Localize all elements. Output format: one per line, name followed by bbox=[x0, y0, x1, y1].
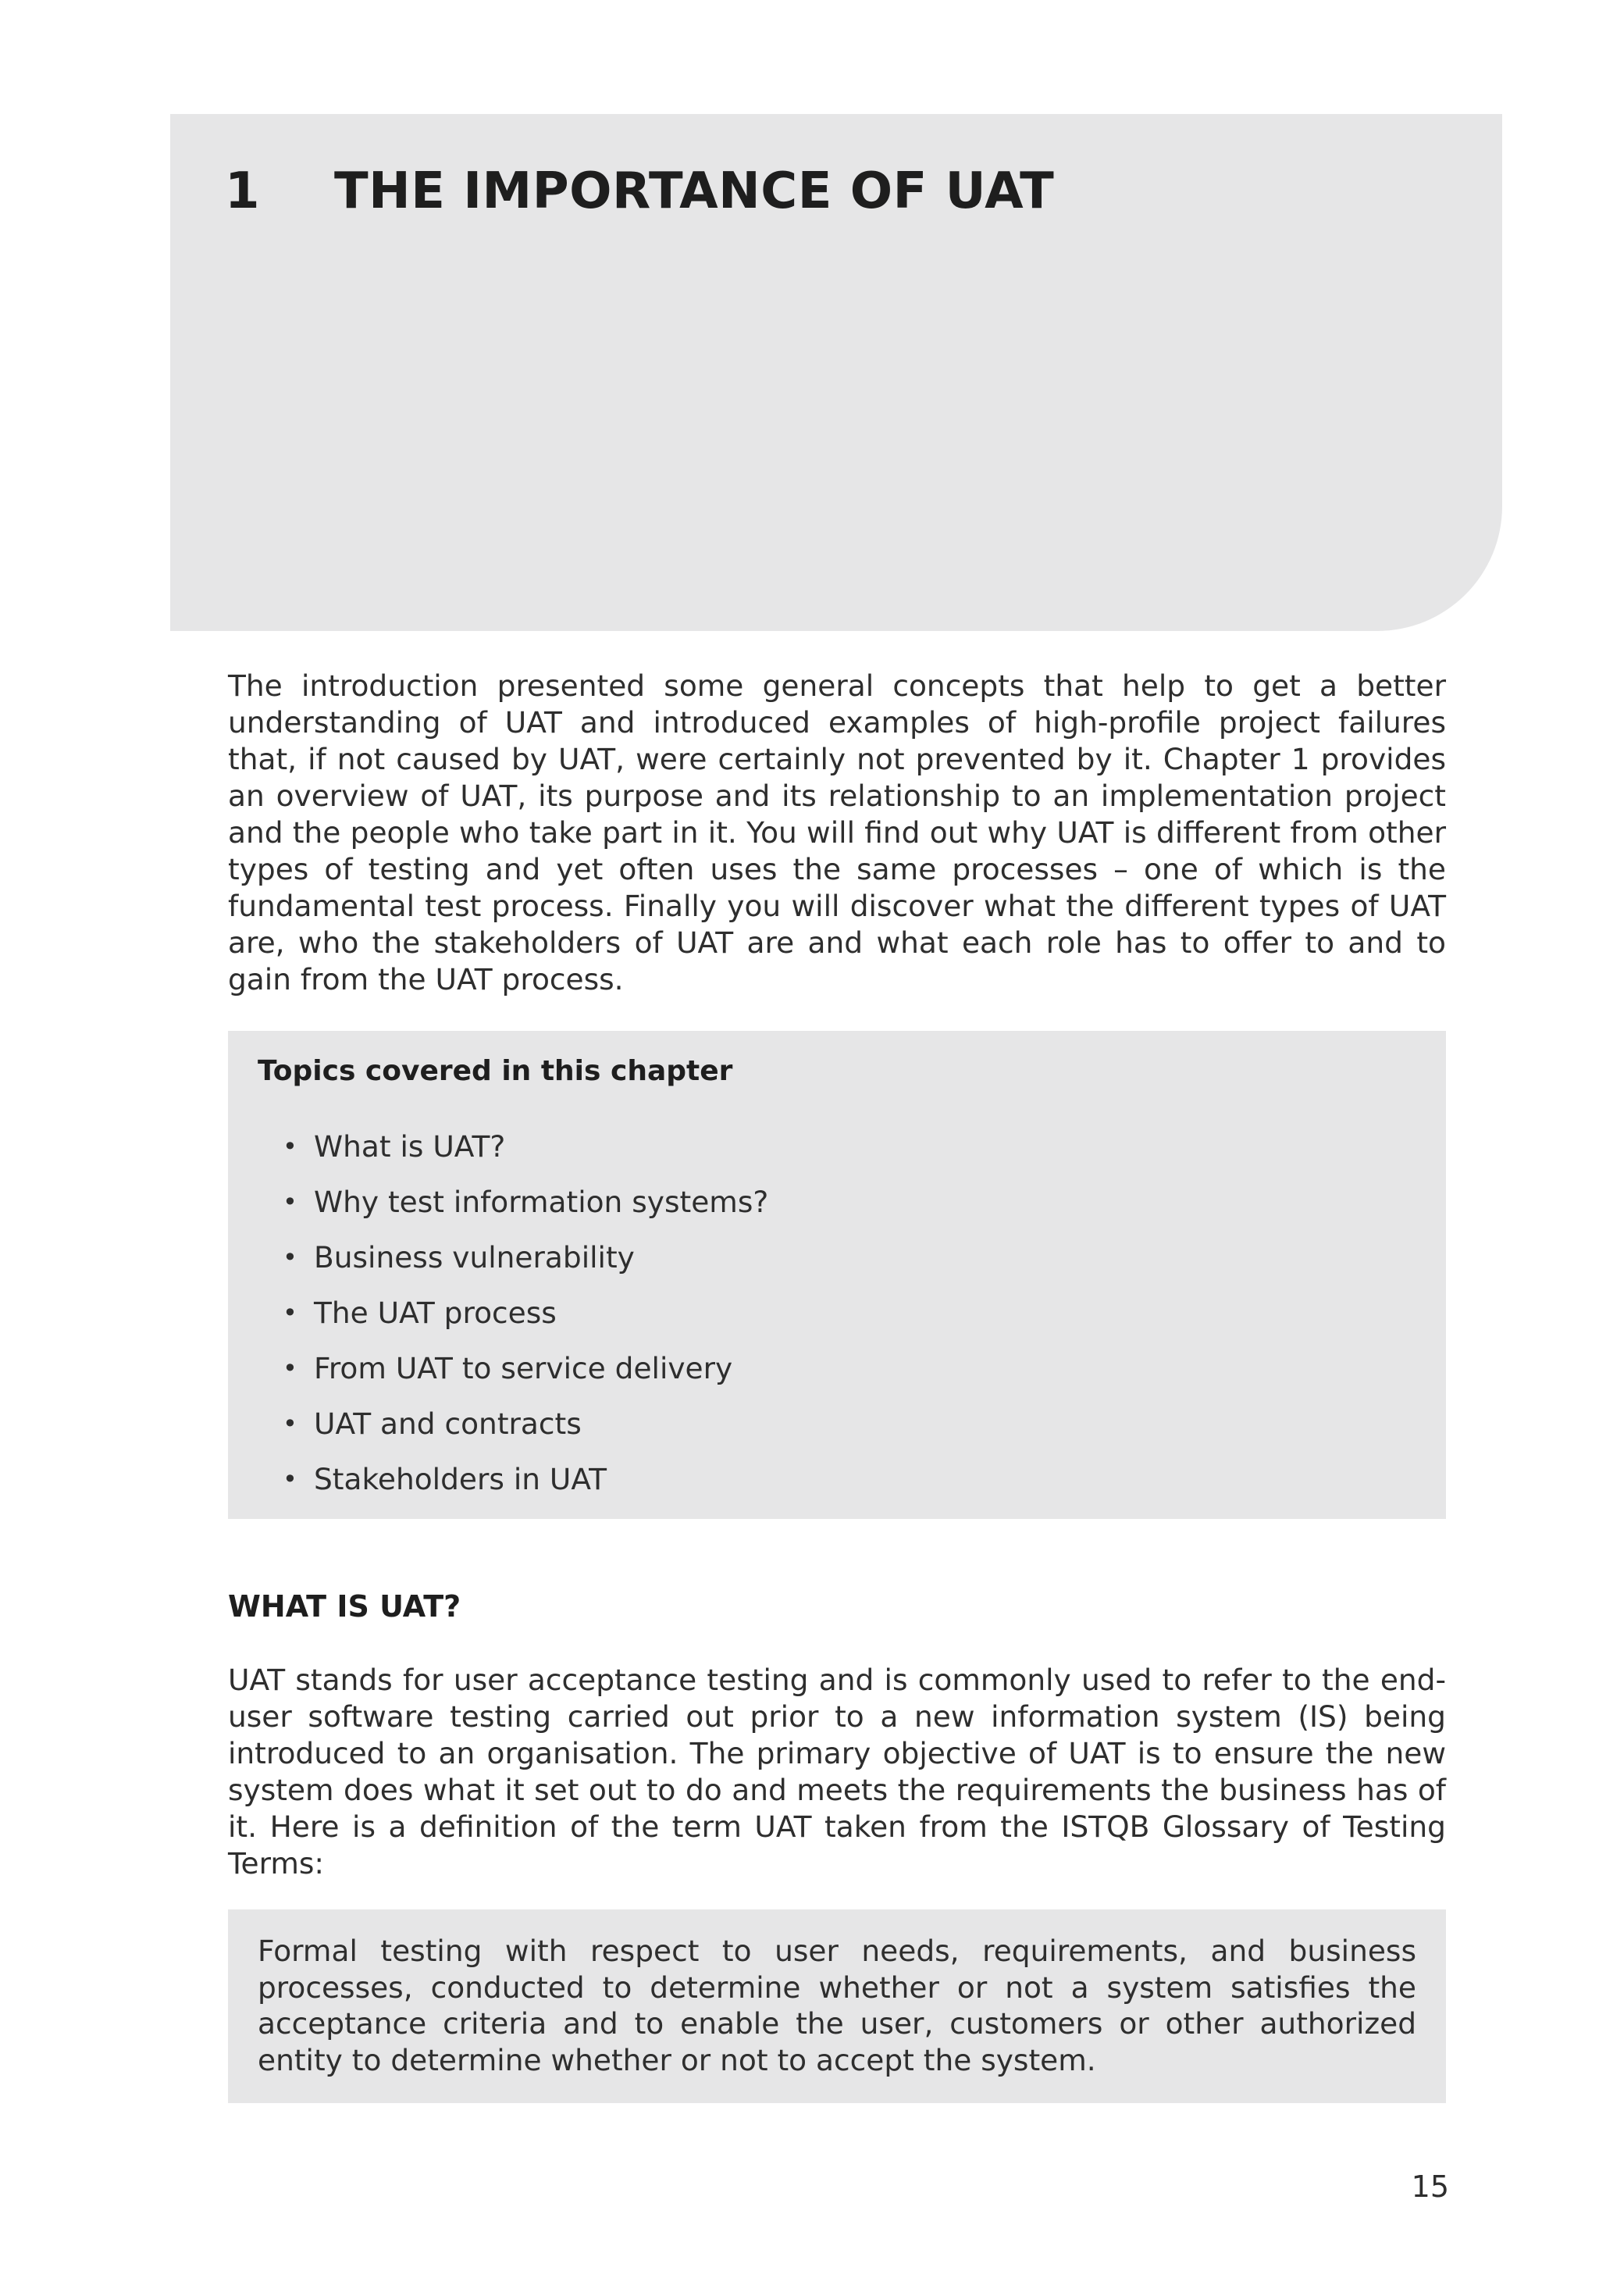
topics-box bbox=[228, 1031, 1446, 1519]
chapter-header bbox=[170, 114, 1502, 631]
intro-paragraph: The introduction presented some general concepts that help to get a better understanding of UAT and introduced examples of high-profile project failures that, if not caused by UAT, were certainly not prevented by it. Chapter 1 provides an overview of UAT, its purpose and its relationship to an implementation project and the people who take part in it. You will find out why UAT is different from other types of testing and yet often uses the same processes – one of which is the fundamental test process. Finally you will discover what the different types of UAT are, who the stakeholders of UAT are and what each role has to offer to and to gain from the UAT process. bbox=[228, 668, 1446, 996]
topic-label: UAT and contracts bbox=[314, 1406, 582, 1441]
chapter-title bbox=[225, 162, 1054, 220]
topic-label: Why test information systems? bbox=[314, 1185, 769, 1219]
topic-label: Stakeholders in UAT bbox=[314, 1462, 607, 1496]
topic-item bbox=[258, 1119, 1416, 1175]
topic-label: The UAT process bbox=[314, 1296, 557, 1330]
definition-text: Formal testing with respect to user needs, requirements, and business processes, conducted to determine whether or not a system satisfies the acceptance criteria and to enable the user, customers or other authorized entity to determine whether or not to accept the system. bbox=[258, 1934, 1416, 2077]
definition-box bbox=[228, 1909, 1446, 2103]
bullet-icon: • bbox=[283, 1298, 297, 1328]
topic-item bbox=[258, 1396, 1416, 1452]
topic-item bbox=[258, 1285, 1416, 1341]
topic-label: Business vulnerability bbox=[314, 1240, 635, 1275]
topics-list bbox=[258, 1119, 1416, 1507]
topic-item bbox=[258, 1341, 1416, 1396]
bullet-icon: • bbox=[283, 1187, 297, 1217]
bullet-icon: • bbox=[283, 1353, 297, 1383]
topic-item bbox=[258, 1230, 1416, 1285]
chapter-number: 1 bbox=[225, 162, 261, 220]
topics-heading: Topics covered in this chapter bbox=[258, 1055, 733, 1087]
topic-label: From UAT to service delivery bbox=[314, 1351, 733, 1385]
section-heading: WHAT IS UAT? bbox=[228, 1589, 461, 1624]
chapter-title-text: THE IMPORTANCE OF UAT bbox=[334, 162, 1055, 220]
page-number: 15 bbox=[1411, 2169, 1449, 2204]
topic-item bbox=[258, 1175, 1416, 1230]
topic-label: What is UAT? bbox=[314, 1129, 506, 1164]
bullet-icon: • bbox=[283, 1132, 297, 1161]
bullet-icon: • bbox=[283, 1409, 297, 1439]
bullet-icon: • bbox=[283, 1464, 297, 1494]
bullet-icon: • bbox=[283, 1242, 297, 1272]
section-body: UAT stands for user acceptance testing and is commonly used to refer to the end-user software testing carried out prior to a new information system (IS) being introduced to an organisation. The primary objective of UAT is to ensure the new system does what it set out to do and meets the requirements the business has of it. Here is a definition of the term UAT taken from the ISTQB Glossary of Testing Terms: bbox=[228, 1663, 1446, 1881]
topic-item bbox=[258, 1452, 1416, 1507]
